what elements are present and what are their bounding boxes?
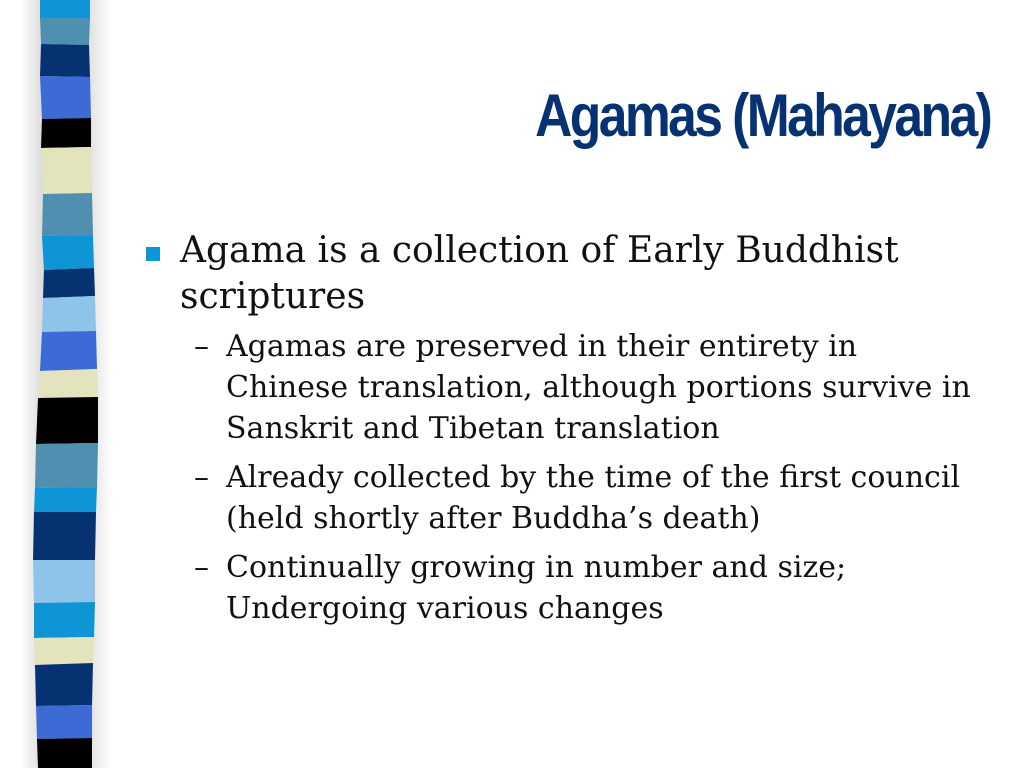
stripe-segment (40, 0, 90, 18)
stripe-segment (41, 147, 92, 194)
stripe-segment (35, 443, 98, 488)
stripe-segment (35, 663, 93, 706)
stripe-segment (42, 193, 93, 236)
stripe-segment (41, 118, 91, 148)
sub-bullet-text: Already collected by the time of the first council (held shortly after Buddha’s death) (226, 460, 961, 536)
bullet-square-icon (146, 247, 160, 261)
stripe-segment (33, 560, 95, 603)
sub-bullet-item (144, 326, 974, 449)
stripe-segment (40, 331, 97, 371)
stripe-segment (33, 512, 96, 560)
sub-bullet-list (144, 326, 974, 629)
slide-title: Agamas (Mahayana) (534, 82, 990, 149)
decorative-stripe (0, 0, 130, 768)
dash-marker: – (194, 329, 209, 364)
stripe-segment (40, 44, 90, 77)
stripe-segment (37, 738, 92, 768)
stripe-segment (36, 397, 98, 444)
stripe-segment (40, 76, 91, 119)
stripe-segment (42, 235, 94, 270)
sub-bullet-text: Continually growing in number and size; Undergoing various changes (226, 550, 847, 626)
sub-bullet-item (144, 547, 974, 629)
dash-marker: – (194, 460, 209, 495)
sub-bullet-text: Agamas are preserved in their entirety in Chinese translation, although portions survive in Sanskrit and Tibetan translation (226, 329, 971, 446)
dash-marker: – (194, 550, 209, 585)
stripe-segment (43, 268, 95, 298)
stripe-segment (40, 18, 90, 45)
bullet-text: Agama is a collection of Early Buddhist scriptures (180, 230, 899, 317)
stripe-segment (38, 369, 98, 398)
bullet-item (144, 228, 974, 320)
stripe-segment (42, 296, 96, 332)
stripe-segment (34, 602, 95, 638)
sub-bullet-item (144, 457, 974, 539)
stripe-segment (36, 705, 92, 739)
stripe-segment (34, 637, 94, 665)
stripe-segment (34, 487, 97, 512)
slide-body (144, 228, 974, 637)
